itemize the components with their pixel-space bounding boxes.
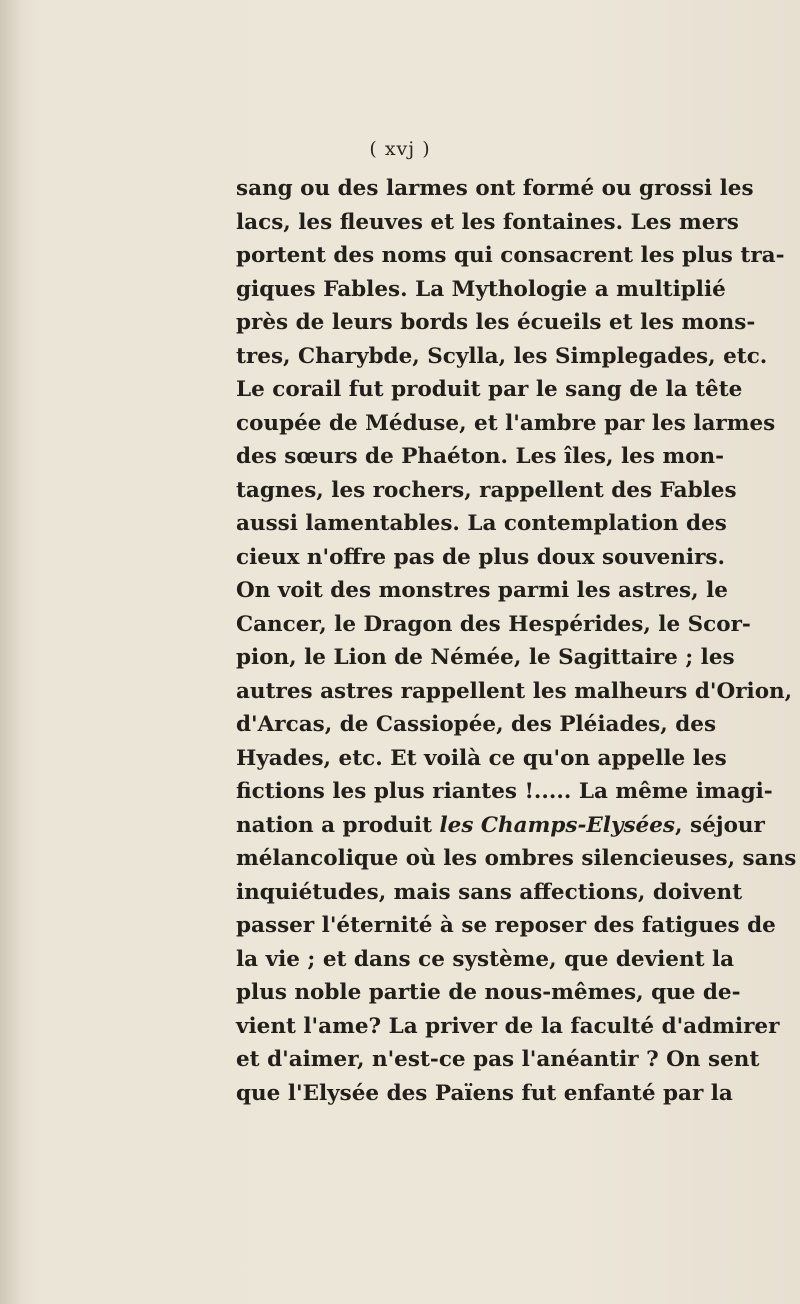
text-line: près de leurs bords les écueils et les mons-	[236, 310, 756, 335]
text-line: d'Arcas, de Cassiopée, des Pléiades, des	[236, 712, 717, 737]
text-line: autres astres rappellent les malheurs d'Orion,	[236, 678, 793, 704]
text-line: portent des noms qui consacrent les plus tra-	[236, 243, 785, 268]
text-line: inquiétudes, mais sans affections, doivent	[236, 879, 743, 905]
text-line: Cancer, le Dragon des Hespérides, le Scor-	[236, 611, 751, 637]
text-line: fictions les plus riantes !..... La même imagi-	[236, 779, 773, 804]
text-segment: , séjour	[675, 812, 765, 838]
text-line: la vie ; et dans ce système, que devient la	[236, 946, 735, 972]
text-line: pion, le Lion de Némée, le Sagittaire ; les	[236, 645, 735, 670]
page-edge-shadow	[0, 0, 22, 1304]
text-line: Le corail fut produit par le sang de la tête	[236, 377, 743, 402]
text-line: Hyades, etc. Et voilà ce qu'on appelle les	[236, 745, 727, 771]
text-line: mélancolique où les ombres silencieuses, sans	[236, 846, 797, 871]
text-line: plus noble partie de nous-mêmes, que de-	[236, 980, 741, 1005]
text-line: et d'aimer, n'est-ce pas l'anéantir ? On sent	[236, 1047, 760, 1072]
italic-title: les Champs-Elysées	[439, 812, 676, 838]
text-line: des sœurs de Phaéton. Les îles, les mon-	[236, 444, 725, 469]
text-line: On voit des monstres parmi les astres, le	[236, 578, 728, 603]
body-text	[236, 172, 797, 1110]
text-line: vient l'ame? La priver de la faculté d'admirer	[236, 1013, 780, 1039]
text-line: que l'Elysée des Païens fut enfanté par la	[236, 1080, 733, 1106]
text-line: coupée de Méduse, et l'ambre par les larmes	[236, 410, 776, 436]
text-line: giques Fables. La Mythologie a multiplié	[236, 276, 726, 302]
page-number: ( xvj )	[369, 138, 431, 160]
text-line: tres, Charybde, Scylla, les Simplegades, etc.	[236, 343, 768, 369]
text-line: aussi lamentables. La contemplation des	[236, 511, 727, 536]
text-line: tagnes, les rochers, rappellent des Fables	[236, 477, 737, 503]
text-line: passer l'éternité à se reposer des fatigues de	[236, 913, 776, 938]
text-segment: nation a produit	[236, 812, 440, 838]
text-line: lacs, les fleuves et les fontaines. Les mers	[236, 209, 739, 235]
text-line: sang ou des larmes ont formé ou grossi les	[236, 176, 754, 201]
text-line-with-italic	[236, 809, 765, 843]
text-line: cieux n'offre pas de plus doux souvenirs.	[236, 544, 726, 570]
